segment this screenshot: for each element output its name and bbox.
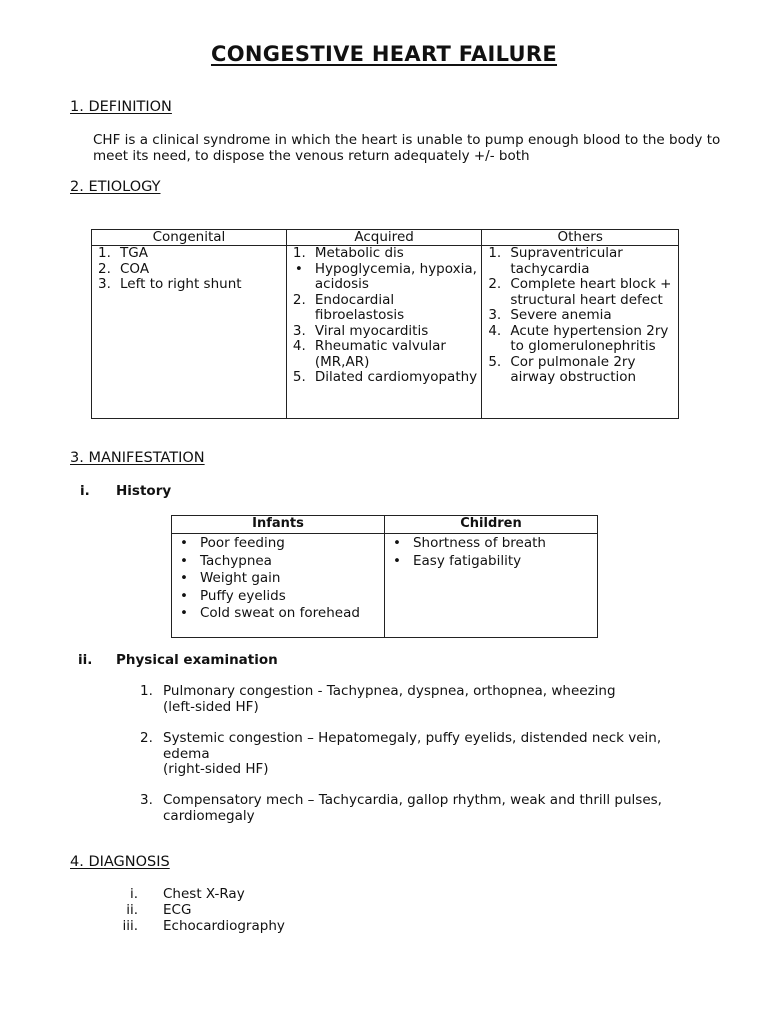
infants-item <box>172 570 384 588</box>
diagnosis-number: ii. <box>126 902 138 918</box>
etiology-acquired-cell <box>286 246 481 419</box>
physical-item-number: 3. <box>140 792 153 808</box>
others-list <box>482 246 678 386</box>
others-item <box>482 308 678 324</box>
history-numeral: i. <box>80 483 90 499</box>
others-item <box>482 277 678 308</box>
acquired-item-marker: • <box>294 260 303 277</box>
children-item-text: Easy fatigability <box>412 552 522 569</box>
acquired-item <box>287 324 481 340</box>
others-item-marker: 3. <box>488 307 502 323</box>
congenital-item-text: COA <box>120 260 150 277</box>
bullet-icon: • <box>180 552 188 569</box>
others-item-marker: 5. <box>488 353 502 370</box>
physical-item-text: Pulmonary congestion - Tachypnea, dyspnea, orthopnea, wheezing <box>163 683 616 699</box>
physical-item-subtext: (left-sided HF) <box>163 698 259 715</box>
congenital-item <box>92 277 286 293</box>
others-item-text: Acute hypertension 2ry to glomerulonephritis <box>510 322 669 354</box>
bullet-icon: • <box>180 605 188 621</box>
acquired-item-text: Endocardial fibroelastosis <box>314 291 405 323</box>
etiology-header-others: Others <box>482 230 679 246</box>
diagnosis-item: Chest X-Ray <box>163 886 245 902</box>
children-list <box>385 534 597 570</box>
acquired-item-text: Viral myocarditis <box>314 322 429 339</box>
definition-text: CHF is a clinical syndrome in which the heart is unable to pump enough blood to the body to meet its need, to dispose the venous return adequately +/- both <box>93 132 721 164</box>
others-item <box>482 324 678 355</box>
history-header-children: Children <box>384 516 597 534</box>
congenital-item-text: TGA <box>120 245 148 261</box>
document-title: CONGESTIVE HEART FAILURE <box>210 42 558 66</box>
etiology-header-congenital: Congenital <box>92 230 287 246</box>
congenital-item-text: Left to right shunt <box>120 276 242 292</box>
physical-item <box>140 793 700 824</box>
acquired-item-text: Hypoglycemia, hypoxia, acidosis <box>314 260 477 292</box>
physical-item-number: 1. <box>140 683 153 699</box>
children-item-text: Shortness of breath <box>412 535 546 551</box>
infants-item-text: Weight gain <box>200 570 281 586</box>
bullet-icon: • <box>180 587 188 604</box>
acquired-item-marker: 1. <box>292 245 306 261</box>
physical-label: Physical examination <box>116 652 278 668</box>
diagnosis-item: Echocardiography <box>163 918 285 934</box>
physical-item-number: 2. <box>140 730 153 746</box>
history-label: History <box>116 483 172 499</box>
others-item <box>482 355 678 386</box>
diagnosis-item: ECG <box>163 902 192 918</box>
infants-item <box>172 535 384 553</box>
others-item-marker: 4. <box>488 322 502 339</box>
etiology-header-acquired: Acquired <box>286 230 481 246</box>
acquired-item-marker: 2. <box>292 291 306 308</box>
history-header-infants: Infants <box>172 516 385 534</box>
infants-item-text: Tachypnea <box>200 552 272 569</box>
acquired-item <box>287 246 481 262</box>
physical-item <box>140 731 700 778</box>
bullet-icon: • <box>392 535 401 551</box>
infants-item-text: Puffy eyelids <box>200 587 286 604</box>
others-item <box>482 246 678 277</box>
heading-definition: 1. DEFINITION <box>70 99 172 115</box>
congenital-item-marker: 2. <box>98 260 111 277</box>
diagnosis-number: i. <box>129 886 138 902</box>
physical-numeral: ii. <box>78 652 93 668</box>
physical-item-subtext: (right-sided HF) <box>163 761 269 777</box>
heading-manifestation: 3. MANIFESTATION <box>70 450 205 466</box>
congenital-item-marker: 1. <box>98 245 111 261</box>
heading-etiology: 2. ETIOLOGY <box>70 179 161 195</box>
diagnosis-number: iii. <box>122 918 138 934</box>
infants-item-text: Poor feeding <box>200 535 285 551</box>
acquired-item-text: Dilated cardiomyopathy <box>314 369 478 385</box>
acquired-item-marker: 5. <box>292 369 306 385</box>
acquired-item-marker: 4. <box>292 338 306 354</box>
bullet-icon: • <box>392 552 401 569</box>
acquired-item-text: Rheumatic valvular (MR,AR) <box>314 338 446 370</box>
acquired-item <box>287 339 481 370</box>
acquired-item <box>287 293 481 324</box>
physical-item <box>140 684 720 715</box>
physical-item-text: Systemic congestion – Hepatomegaly, puffy eyelids, distended neck vein, edema <box>163 730 662 762</box>
congenital-item <box>92 246 286 262</box>
etiology-congenital-cell <box>92 246 287 419</box>
acquired-item <box>287 262 481 293</box>
children-item <box>385 553 597 571</box>
infants-item-text: Cold sweat on forehead <box>200 605 360 621</box>
etiology-table <box>91 229 679 419</box>
others-item-text: Cor pulmonale 2ry airway obstruction <box>510 353 637 385</box>
physical-item-text: Compensatory mech – Tachycardia, gallop rhythm, weak and thrill pulses, cardiomegaly <box>163 792 662 824</box>
acquired-list <box>287 246 481 386</box>
infants-item <box>172 605 384 623</box>
congenital-list <box>92 246 286 293</box>
congenital-item-marker: 3. <box>98 276 111 292</box>
history-children-cell <box>384 534 597 638</box>
etiology-others-cell <box>482 246 679 419</box>
acquired-item-marker: 3. <box>292 322 306 339</box>
bullet-icon: • <box>180 570 188 586</box>
congenital-item <box>92 262 286 278</box>
infants-item <box>172 588 384 606</box>
infants-list <box>172 534 384 623</box>
history-table <box>171 515 598 638</box>
acquired-item <box>287 370 481 386</box>
acquired-item-text: Metabolic dis <box>314 245 404 261</box>
others-item-marker: 2. <box>488 276 502 292</box>
others-item-marker: 1. <box>488 245 502 261</box>
infants-item <box>172 553 384 571</box>
others-item-text: Complete heart block + structural heart defect <box>510 276 672 308</box>
children-item <box>385 535 597 553</box>
others-item-text: Severe anemia <box>510 307 612 323</box>
history-infants-cell <box>172 534 385 638</box>
heading-diagnosis: 4. DIAGNOSIS <box>70 854 170 870</box>
bullet-icon: • <box>180 535 188 551</box>
others-item-text: Supraventricular tachycardia <box>510 245 623 277</box>
